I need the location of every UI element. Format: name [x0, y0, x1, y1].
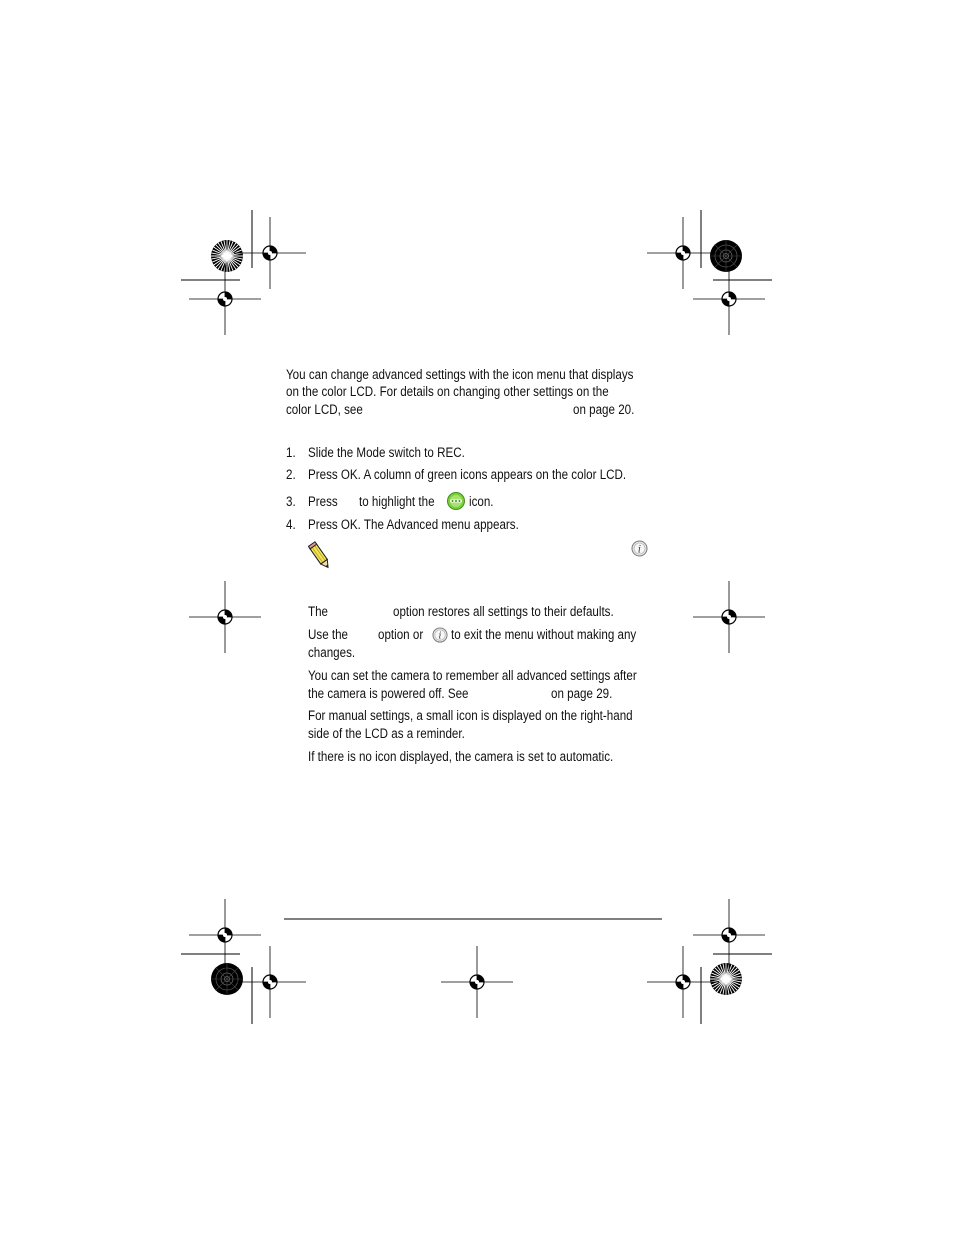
info-icon [631, 540, 648, 557]
note-3-text-a: You can set the camera to remember all advanced settings after [308, 668, 637, 683]
advanced-menu-icon [446, 492, 466, 510]
note-3-text-c: on page 29. [551, 686, 613, 701]
svg-text:i: i [637, 544, 642, 556]
step-3-text-a: Press [308, 494, 338, 509]
step-3-text-b: to highlight the [359, 494, 435, 509]
note-4-text-b: side of the LCD as a reminder. [308, 726, 465, 741]
pencil-note-icon [307, 541, 333, 571]
note-5-text: If there is no icon displayed, the camera is set to automatic. [308, 749, 614, 764]
step-4-number: 4. [286, 517, 296, 532]
info-icon-inline [432, 627, 448, 643]
intro-line-3b: on page 20. [573, 402, 635, 417]
note-3-text-b: the camera is powered off. See [308, 686, 469, 701]
step-1-text: Slide the Mode switch to REC. [308, 445, 465, 460]
step-4-text: Press OK. The Advanced menu appears. [308, 517, 519, 532]
note-4-text-a: For manual settings, a small icon is displayed on the right-hand [308, 708, 633, 723]
note-1-text-a: The [308, 604, 329, 619]
intro-line-3a: color LCD, see [286, 402, 363, 417]
svg-text:i: i [438, 630, 442, 642]
intro-line-1: You can change advanced settings with the icon menu that displays [286, 367, 634, 382]
step-3-text-c: icon. [469, 494, 494, 509]
intro-line-2: on the color LCD. For details on changing other settings on the [286, 384, 609, 399]
note-1-text-b: option restores all settings to their defaults. [393, 604, 614, 619]
step-2-text: Press OK. A column of green icons appears on the color LCD. [308, 467, 627, 482]
note-2-text-d: changes. [308, 645, 356, 660]
step-3-number: 3. [286, 494, 296, 509]
step-2-number: 2. [286, 467, 296, 482]
note-2-text-a: Use the [308, 627, 349, 642]
note-2-text-b: option or [378, 627, 424, 642]
step-1-number: 1. [286, 445, 296, 460]
note-2-text-c: to exit the menu without making any [451, 627, 637, 642]
